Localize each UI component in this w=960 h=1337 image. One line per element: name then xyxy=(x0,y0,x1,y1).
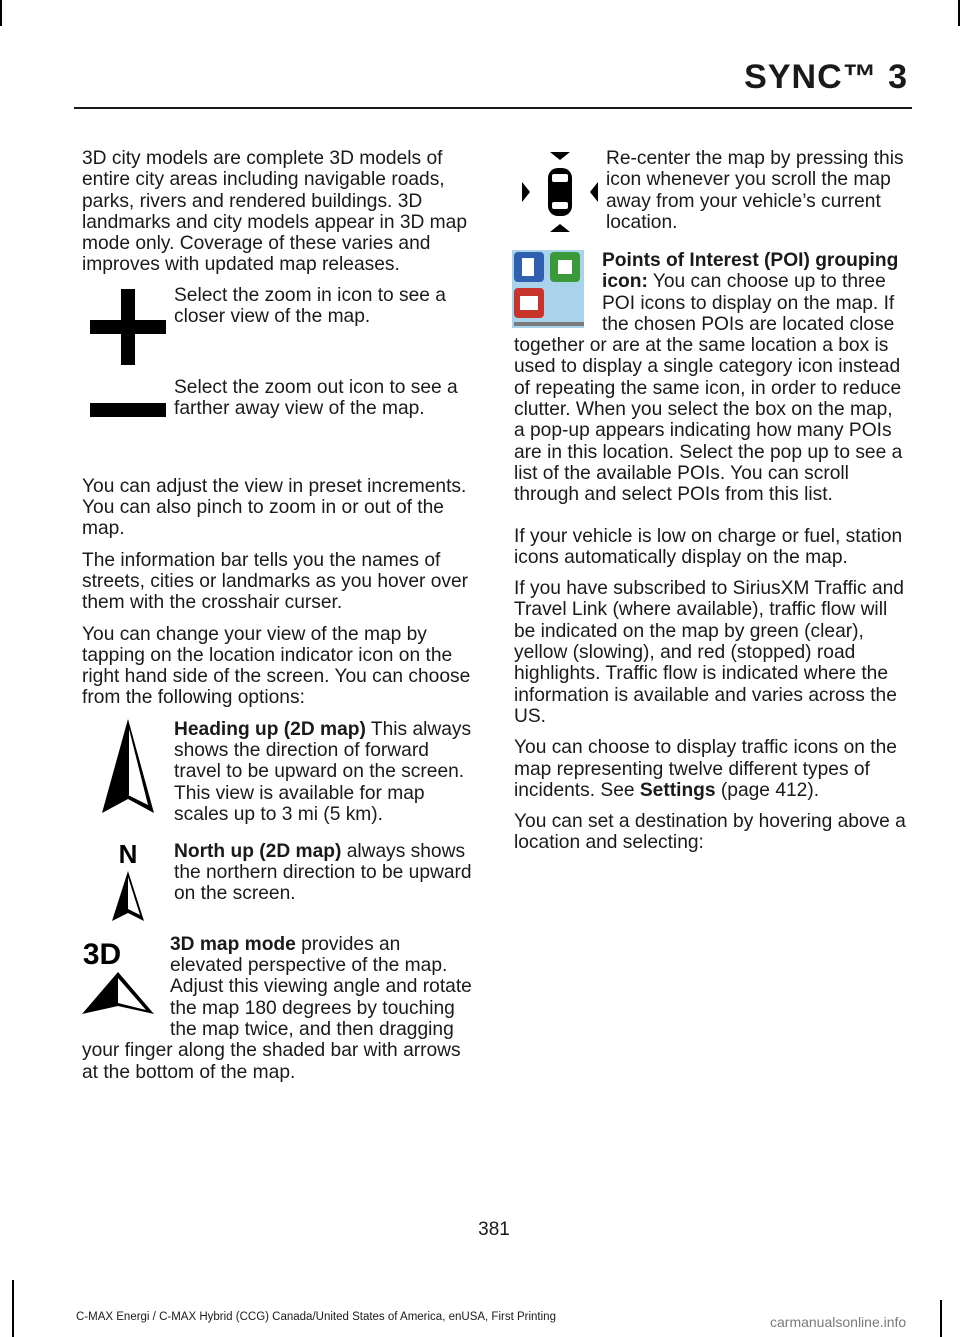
traffic-paragraph: If you have subscribed to SiriusXM Traffic and Travel Link (where available), traffic flow will be indicated on the map by green (clear), yellow (slowing), and red (stopped) road highlights. Traffic flow is indicated where the information is available and varies across the US. xyxy=(514,578,904,727)
crop-mark xyxy=(940,1300,942,1337)
header-divider xyxy=(74,107,912,109)
heading-up-icon xyxy=(82,719,174,815)
north-up-text: always shows the northern direction to be upward on the screen. xyxy=(174,840,472,905)
heading-up-text: This always shows the direction of forward travel to be upward on the screen. This view is available for map scales up to 3 mi (5 km). xyxy=(174,718,472,825)
north-up-row xyxy=(82,841,474,934)
adjust-paragraph: You can adjust the view in preset increments. You can also pinch to zoom in or out of the map. xyxy=(82,475,467,540)
destination-paragraph: You can set a destination by hovering above a location and selecting: xyxy=(514,811,906,854)
crop-mark xyxy=(0,0,2,26)
map-3d-block xyxy=(82,934,474,1083)
right-column xyxy=(514,148,906,864)
settings-link[interactable]: Settings xyxy=(639,779,716,801)
map-3d-icon xyxy=(78,936,170,1023)
north-up-icon-letter: N xyxy=(118,840,138,869)
left-column xyxy=(82,148,474,1083)
heading-up-title: Heading up (2D map) xyxy=(174,718,366,740)
poi-grouping-icon xyxy=(510,250,602,333)
zoom-in-icon xyxy=(82,285,174,365)
change-view-paragraph: You can change your view of the map by tapping on the location indicator icon on the right hand side of the screen. You can choose from the following options: xyxy=(82,623,471,709)
zoom-out-text: Select the zoom out icon to see a farther away view of the map. xyxy=(174,376,458,420)
info-bar-paragraph: The information bar tells you the names of streets, cities or landmarks as you hover over them with the crosshair curser. xyxy=(82,549,469,614)
map-3d-icon-label: 3D xyxy=(82,937,122,971)
intro-paragraph: 3D city models are complete 3D models of entire city areas including navigable roads, parks, rivers and rendered buildings. 3D landmarks and city models appear in 3D map mode only. Coverage of these varies and improves with updated map releases. xyxy=(82,148,468,276)
zoom-in-row xyxy=(82,285,474,377)
page-title: SYNC™ 3 xyxy=(744,58,908,96)
poi-title: Points of Interest (POI) grouping icon: xyxy=(602,250,899,293)
zoom-out-row xyxy=(82,377,474,476)
map-3d-text: provides an elevated perspective of the map. Adjust this viewing angle and rotate the map 180 degrees by touching the map twice, and then dragging your finger along the shaded bar with arrows at the bottom of the map. xyxy=(82,933,472,1083)
north-up-icon xyxy=(82,841,174,921)
poi-block xyxy=(514,250,906,506)
crop-mark xyxy=(12,1280,14,1337)
north-up-title: North up (2D map) xyxy=(174,840,342,862)
zoom-in-text: Select the zoom in icon to see a closer view of the map. xyxy=(174,284,446,328)
recenter-row xyxy=(514,148,906,250)
page-number: 381 xyxy=(478,1219,510,1240)
watermark: carmanualsonline.info xyxy=(770,1314,907,1330)
zoom-out-icon xyxy=(82,377,174,417)
poi-text: You can choose up to three POI icons to display on the map. If the chosen POIs are located close together or are at the same location a box is used to display a single category icon instead of repeating the same icon, in order to reduce clutter. When you select the box on the map, a pop-up appears indicating how many POIs are in this location. Select the pop up to see a list of the available POIs. You can scroll through and select POIs from this list. xyxy=(514,271,903,506)
map-3d-title: 3D map mode xyxy=(170,933,296,955)
recenter-icon xyxy=(514,148,606,232)
footer-text: C-MAX Energi / C-MAX Hybrid (CCG) Canada/United States of America, enUSA, First Printing xyxy=(76,1311,556,1323)
fuel-paragraph: If your vehicle is low on charge or fuel, station icons automatically display on the map. xyxy=(514,525,903,568)
traffic-icons-paragraph: You can choose to display traffic icons on the map representing twelve different types of incidents. See Settings (page 412). xyxy=(514,737,897,801)
heading-up-row xyxy=(82,719,474,841)
recenter-text: Re-center the map by pressing this icon whenever you scroll the map away from your vehicle’s current location. xyxy=(606,148,904,233)
